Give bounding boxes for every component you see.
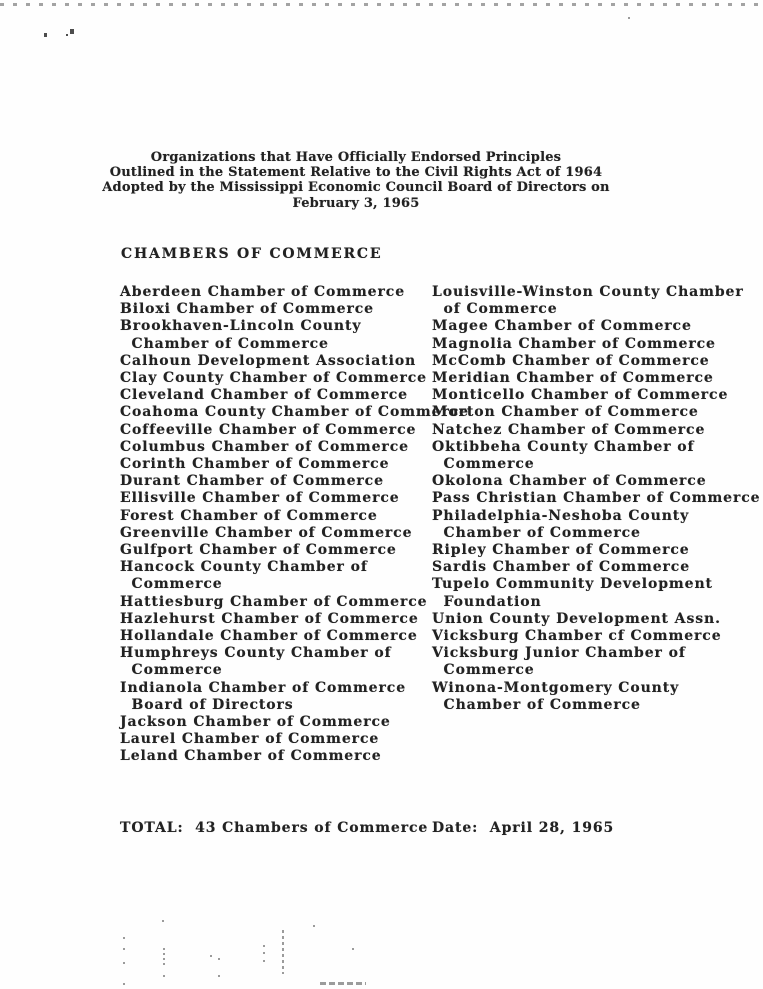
scan-speck — [123, 948, 125, 950]
scan-speck — [162, 920, 164, 922]
text-line: Indianola Chamber of Commerce — [120, 679, 406, 696]
scan-speck — [123, 937, 125, 939]
text-line: Columbus Chamber of Commerce — [120, 438, 409, 455]
text-line: Forest Chamber of Commerce — [120, 507, 378, 524]
text-line: Ellisville Chamber of Commerce — [120, 490, 400, 507]
text-line: Foundation — [432, 593, 542, 610]
scan-speck — [163, 963, 165, 965]
text-line: Durant Chamber of Commerce — [120, 473, 384, 490]
scan-artifact-top-dotted-border — [0, 3, 763, 6]
text-line: Sardis Chamber of Commerce — [432, 559, 691, 576]
text-line: Cleveland Chamber of Commerce — [120, 387, 408, 404]
scan-speck — [44, 33, 47, 37]
scan-artifact-vertical-dashes — [282, 930, 284, 970]
text-line: Brookhaven-Lincoln County — [120, 318, 362, 335]
text-line: Leland Chamber of Commerce — [120, 748, 382, 765]
scan-speck — [313, 925, 315, 927]
scan-speck — [70, 29, 74, 34]
text-line: Chamber of Commerce — [120, 335, 329, 352]
text-line: Corinth Chamber of Commerce — [120, 456, 390, 473]
total-count-line: TOTAL: 43 Chambers of Commerce — [120, 820, 429, 836]
text-line: Coahoma County Chamber of Commerce — [120, 404, 469, 421]
text-line: Philadelphia-Neshoba County — [432, 507, 690, 524]
scan-speck — [263, 960, 265, 962]
chamber-list-right-column — [432, 284, 761, 714]
text-line: McComb Chamber of Commerce — [432, 352, 710, 369]
scan-speck — [66, 34, 68, 36]
scan-speck — [352, 948, 354, 950]
scan-speck — [218, 975, 220, 977]
text-line: Calhoun Development Association — [120, 352, 417, 369]
text-line: Vicksburg Chamber cf Commerce — [432, 628, 722, 645]
text-line: Magee Chamber of Commerce — [432, 318, 692, 335]
text-line: Pass Christian Chamber of Commerce — [432, 490, 761, 507]
scan-speck — [218, 958, 220, 960]
text-line: Hattiesburg Chamber of Commerce — [120, 593, 428, 610]
text-line: February 3, 1965 — [292, 195, 420, 211]
date-line: Date: April 28, 1965 — [432, 820, 615, 836]
scan-speck — [163, 975, 165, 977]
text-line: Commerce — [432, 662, 535, 679]
document-title-block — [40, 150, 672, 211]
text-line: Natchez Chamber of Commerce — [432, 421, 706, 438]
text-line: Okolona Chamber of Commerce — [432, 473, 707, 490]
text-line: Biloxi Chamber of Commerce — [120, 301, 374, 318]
scan-speck — [163, 953, 165, 955]
text-line: Commerce — [120, 662, 223, 679]
text-line: Laurel Chamber of Commerce — [120, 731, 380, 748]
text-line: Magnolia Chamber of Commerce — [432, 335, 716, 352]
chamber-list-left-column — [120, 284, 469, 766]
text-line: Board of Directors — [120, 696, 294, 713]
text-line: Adopted by the Mississippi Economic Council Board of Directors on — [102, 180, 610, 196]
text-line: Oktibbeha County Chamber of — [432, 438, 695, 455]
text-line: Outlined in the Statement Relative to the Civil Rights Act of 1964 — [109, 165, 603, 181]
text-line: Chamber of Commerce — [432, 524, 641, 541]
text-line: Commerce — [432, 456, 535, 473]
text-line: Chamber of Commerce — [432, 696, 641, 713]
scan-speck — [210, 955, 212, 957]
scan-speck — [163, 958, 165, 960]
text-line: Hollandale Chamber of Commerce — [120, 628, 418, 645]
text-line: Union County Development Assn. — [432, 610, 721, 627]
scan-speck — [282, 972, 284, 974]
scan-speck — [163, 948, 165, 950]
text-line: Gulfport Chamber of Commerce — [120, 542, 397, 559]
text-line: Louisville-Winston County Chamber — [432, 284, 744, 300]
text-line: Ripley Chamber of Commerce — [432, 542, 690, 559]
text-line: Vicksburg Junior Chamber of — [432, 645, 686, 662]
text-line: Coffeeville Chamber of Commerce — [120, 421, 417, 438]
section-heading-chambers-of-commerce: CHAMBERS OF COMMERCE — [121, 246, 383, 262]
text-line: Tupelo Community Development — [432, 576, 713, 593]
text-line: Jackson Chamber of Commerce — [120, 714, 391, 731]
text-line: Greenville Chamber of Commerce — [120, 524, 413, 541]
scan-speck — [263, 945, 265, 947]
scan-speck — [123, 983, 125, 985]
scan-speck — [628, 17, 630, 19]
text-line: of Commerce — [432, 301, 558, 318]
text-line: Commerce — [120, 576, 223, 593]
text-line: Clay County Chamber of Commerce — [120, 370, 427, 387]
text-line: Morton Chamber of Commerce — [432, 404, 699, 421]
text-line: Organizations that Have Officially Endorsed Principles — [150, 150, 562, 165]
text-line: Winona-Montgomery County — [432, 679, 680, 696]
text-line: Aberdeen Chamber of Commerce — [120, 284, 405, 300]
text-line: Hancock County Chamber of — [120, 559, 368, 576]
scan-artifact-bottom-dashes — [320, 982, 366, 985]
text-line: Monticello Chamber of Commerce — [432, 387, 729, 404]
text-line: Hazlehurst Chamber of Commerce — [120, 610, 419, 627]
text-line: Meridian Chamber of Commerce — [432, 370, 714, 387]
scan-speck — [263, 952, 265, 954]
text-line: Humphreys County Chamber of — [120, 645, 392, 662]
scan-speck — [123, 962, 125, 964]
